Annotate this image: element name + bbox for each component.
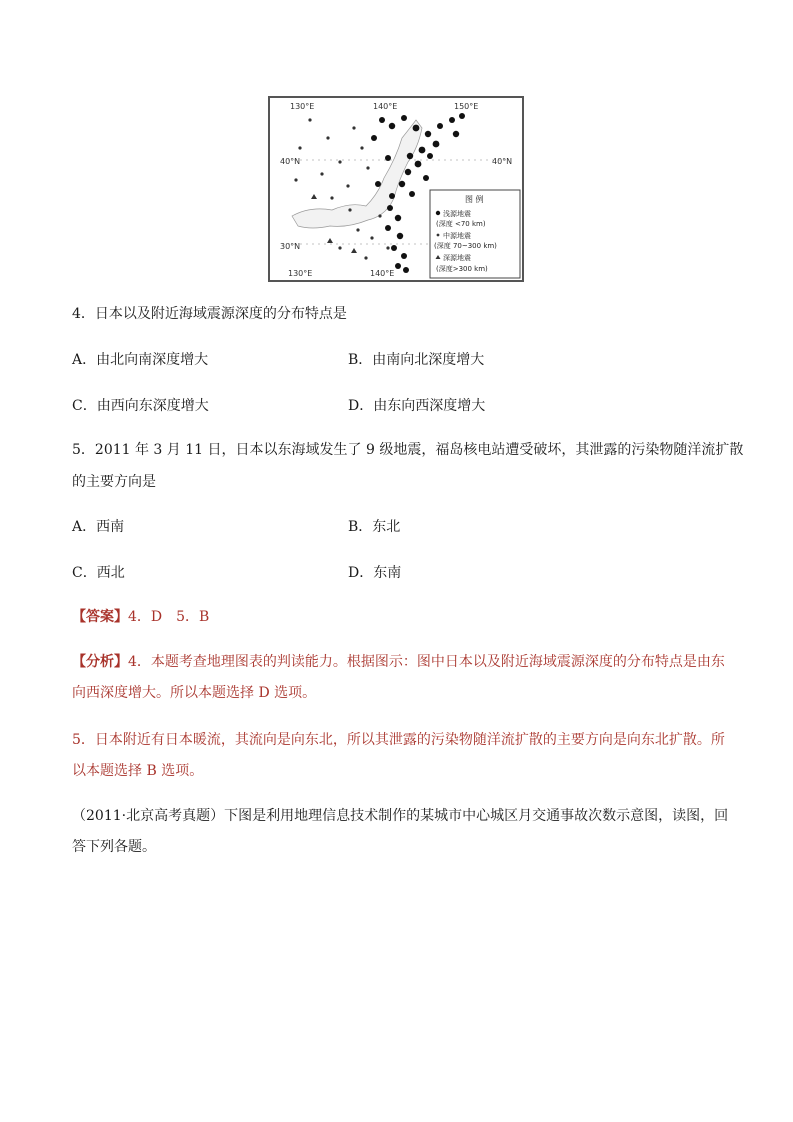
- q5-option-a: A．西南: [72, 519, 125, 535]
- lat-label-30: 30°N: [280, 242, 301, 251]
- analysis-tag: 【分析】: [72, 654, 128, 670]
- analysis-line2: 向西深度增大。所以本题选择 D 选项。: [72, 685, 317, 701]
- lon-label-140-bottom: 140°E: [370, 269, 395, 278]
- q4-option-a: A．由北向南深度增大: [72, 352, 209, 368]
- answer-text: 4．D 5．B: [128, 609, 210, 625]
- analysis-line4: 以本题选择 B 选项。: [72, 763, 204, 779]
- answer-line: [72, 607, 209, 627]
- next-question-intro-line2: 答下列各题。: [72, 839, 156, 855]
- analysis-text-1: 4．本题考查地理图表的判读能力。根据图示：图中日本以及附近海域震源深度的分布特点是由东: [128, 654, 725, 670]
- q4-option-b: B．由南向北深度增大: [348, 352, 485, 368]
- legend-deep: 深源地震: [443, 254, 471, 262]
- q4-option-c: C．由西向东深度增大: [72, 398, 209, 414]
- japan-outline: [292, 120, 422, 228]
- lat-label-40-left: 40°N: [280, 157, 301, 166]
- next-question-intro-line1: （2011·北京高考真题）下图是利用地理信息技术制作的某城市中心城区月交通事故次数示意图，读图，回: [72, 808, 729, 824]
- lon-label-130-bottom: 130°E: [288, 269, 313, 278]
- legend-deep-depth: (深度>300 km): [436, 265, 488, 273]
- analysis-line3: 5．日本附近有日本暖流，其流向是向东北，所以其泄露的污染物随洋流扩散的主要方向是向东北扩散。所: [72, 732, 725, 748]
- answer-tag: 【答案】: [72, 609, 128, 625]
- q4-option-d: D．由东向西深度增大: [348, 398, 486, 414]
- lon-label-130-top: 130°E: [290, 102, 315, 111]
- map-legend: [430, 190, 520, 278]
- legend-title: 图 例: [465, 195, 484, 204]
- question-5-stem-line1: 5．2011 年 3 月 11 日，日本以东海域发生了 9 级地震，福岛核电站遭受破坏，其泄露的污染物随洋流扩散: [72, 442, 744, 458]
- q5-option-c: C．西北: [72, 565, 125, 581]
- legend-shallow-depth: (深度 <70 km): [436, 220, 486, 228]
- map-graphic: [270, 98, 522, 280]
- question-4-stem: 4．日本以及附近海域震源深度的分布特点是: [72, 306, 347, 322]
- legend-medium: 中源地震: [443, 232, 471, 240]
- q5-option-d: D．东南: [348, 565, 402, 581]
- question-5-stem-line2: 的主要方向是: [72, 474, 156, 490]
- earthquake-depth-map: [268, 96, 524, 282]
- lon-label-150-top: 150°E: [454, 102, 479, 111]
- legend-medium-depth: (深度 70~300 km): [434, 242, 497, 250]
- q5-option-b: B．东北: [348, 519, 401, 535]
- lon-label-140-top: 140°E: [373, 102, 398, 111]
- lat-label-40-right: 40°N: [492, 157, 513, 166]
- analysis-line1: [72, 652, 725, 672]
- legend-shallow: 浅源地震: [443, 210, 471, 218]
